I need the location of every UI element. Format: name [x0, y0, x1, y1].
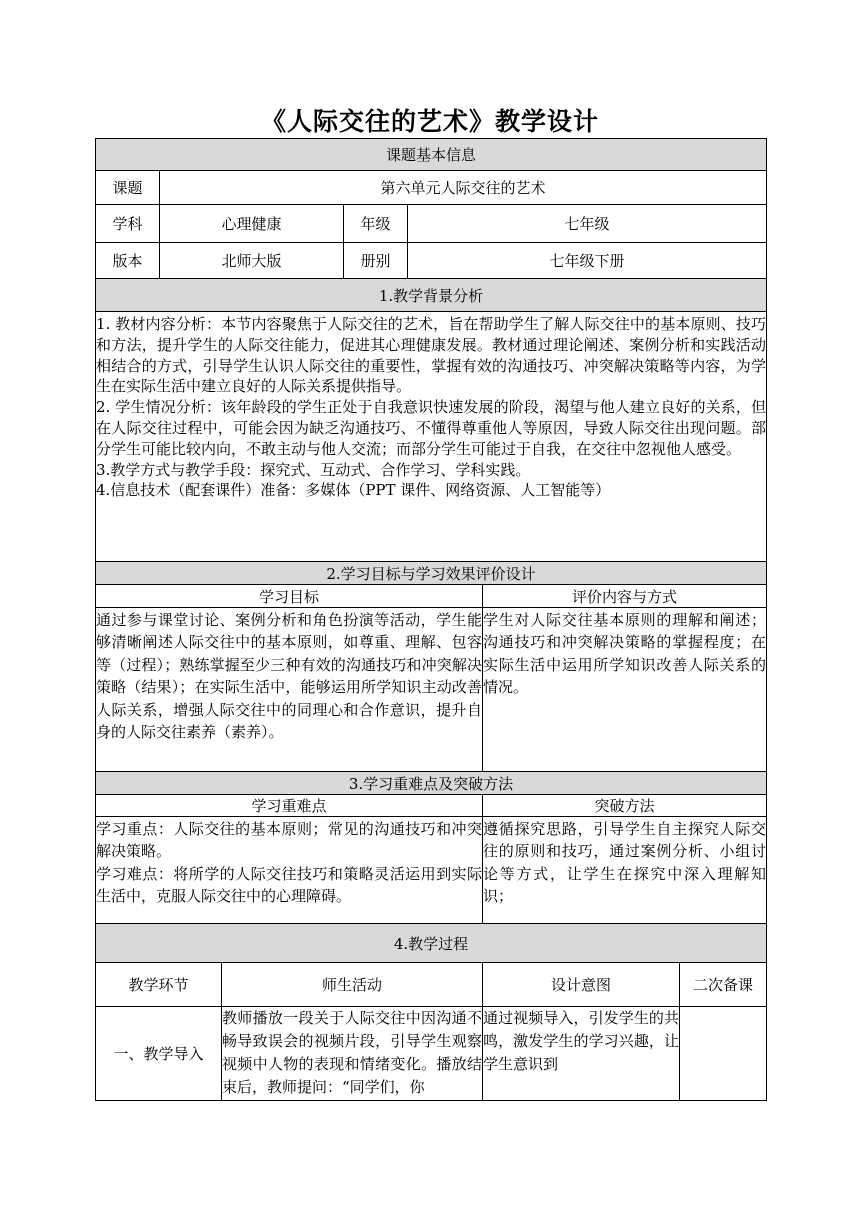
page-title: 《人际交往的艺术》教学设计	[260, 107, 599, 136]
evaluation-col-header: 评价内容与方式	[483, 585, 767, 608]
edition-value: 北师大版	[160, 243, 344, 279]
grade-value: 七年级	[408, 205, 767, 243]
topic-value: 第六单元人际交往的艺术	[160, 171, 767, 205]
subject-value: 心理健康	[160, 205, 344, 243]
table-row	[96, 1007, 767, 1101]
methods-text: 遵循探究思路，引导学生自主探究人际交往的原则和技巧，通过案例分析、小组讨论等方式，让学生在探究中深入理解知识；	[483, 817, 767, 924]
process-notes	[680, 1007, 767, 1101]
key-point: 学习重点：人际交往的基本原则；常见的沟通技巧和冲突解决策略。	[96, 820, 482, 861]
section-keypoints: 3.学习重难点及突破方法	[96, 772, 767, 795]
goals-col-header: 学习目标	[96, 585, 483, 608]
keypoints-text	[96, 817, 483, 924]
background-paragraph: 1. 教材内容分析：本节内容聚焦于人际交往的艺术，旨在帮助学生了解人际交往中的基本原则、技巧和方法，提升学生的人际交往能力，促进其心理健康发展。教材通过理论阐述、案例分析和实践活动相结合的方式，引导学生认识人际交往的重要性，掌握有效的沟通技巧、冲突解决策略等内容，为学生在实际生活中建立良好的人际关系提供指导。	[96, 315, 767, 396]
section-process: 4.教学过程	[96, 924, 767, 963]
edition-label: 版本	[96, 243, 160, 279]
volume-value: 七年级下册	[408, 243, 767, 279]
volume-label: 册别	[344, 243, 408, 279]
section-goals: 2.学习目标与学习效果评价设计	[96, 562, 767, 585]
process-header-notes: 二次备课	[680, 963, 767, 1007]
process-header-activity: 师生活动	[222, 963, 483, 1007]
process-intent: 通过视频导入，引发学生的共鸣，激发学生的学习兴趣，让学生意识到	[483, 1007, 680, 1101]
methods-col-header: 突破方法	[483, 795, 767, 817]
process-activity: 教师播放一段关于人际交往中因沟通不畅导致误会的视频片段，引导学生观察视频中人物的表现和情绪变化。播放结束后，教师提问：“同学们，你	[222, 1007, 483, 1101]
section-background: 1.教学背景分析	[96, 279, 767, 312]
background-paragraph: 3.教学方式与教学手段：探究式、互动式、合作学习、学科实践。	[96, 460, 531, 479]
process-stage: 一、教学导入	[96, 1007, 222, 1101]
topic-label: 课题	[96, 171, 160, 205]
subject-label: 学科	[96, 205, 160, 243]
difficult-point: 学习难点：将所学的人际交往技巧和策略灵活运用到实际生活中，克服人际交往中的心理障碍。	[96, 864, 482, 906]
process-header-stage: 教学环节	[96, 963, 222, 1007]
lesson-plan-table	[95, 138, 767, 1101]
grade-label: 年级	[344, 205, 408, 243]
background-content	[96, 312, 767, 562]
goals-text: 通过参与课堂讨论、案例分析和角色扮演等活动，学生能够清晰阐述人际交往中的基本原则，如尊重、理解、包容等（过程）；熟练掌握至少三种有效的沟通技巧和冲突解决策略（结果）；在实际生活中，能够运用所学知识主动改善人际关系，增强人际交往中的同理心和合作意识，提升自身的人际交往素养（素养）。	[96, 608, 483, 772]
keypoints-col-header: 学习重难点	[96, 795, 483, 817]
background-paragraph: 4.信息技术（配套课件）准备：多媒体（PPT 课件、网络资源、人工智能等）	[96, 481, 611, 500]
background-paragraph: 2. 学生情况分析：该年龄段的学生正处于自我意识快速发展的阶段，渴望与他人建立良好的关系，但在人际交往过程中，可能会因为缺乏沟通技巧、不懂得尊重他人等原因，导致人际交往出现问题。部分学生可能比较内向，不敢主动与他人交流；而部分学生可能过于自我，在交往中忽视他人感受。	[96, 398, 767, 458]
section-basic-info: 课题基本信息	[96, 139, 767, 171]
process-header-intent: 设计意图	[483, 963, 680, 1007]
evaluation-text: 学生对人际交往基本原则的理解和阐述；沟通技巧和冲突解决策略的掌握程度；在实际生活中运用所学知识改善人际关系的情况。	[483, 608, 767, 772]
